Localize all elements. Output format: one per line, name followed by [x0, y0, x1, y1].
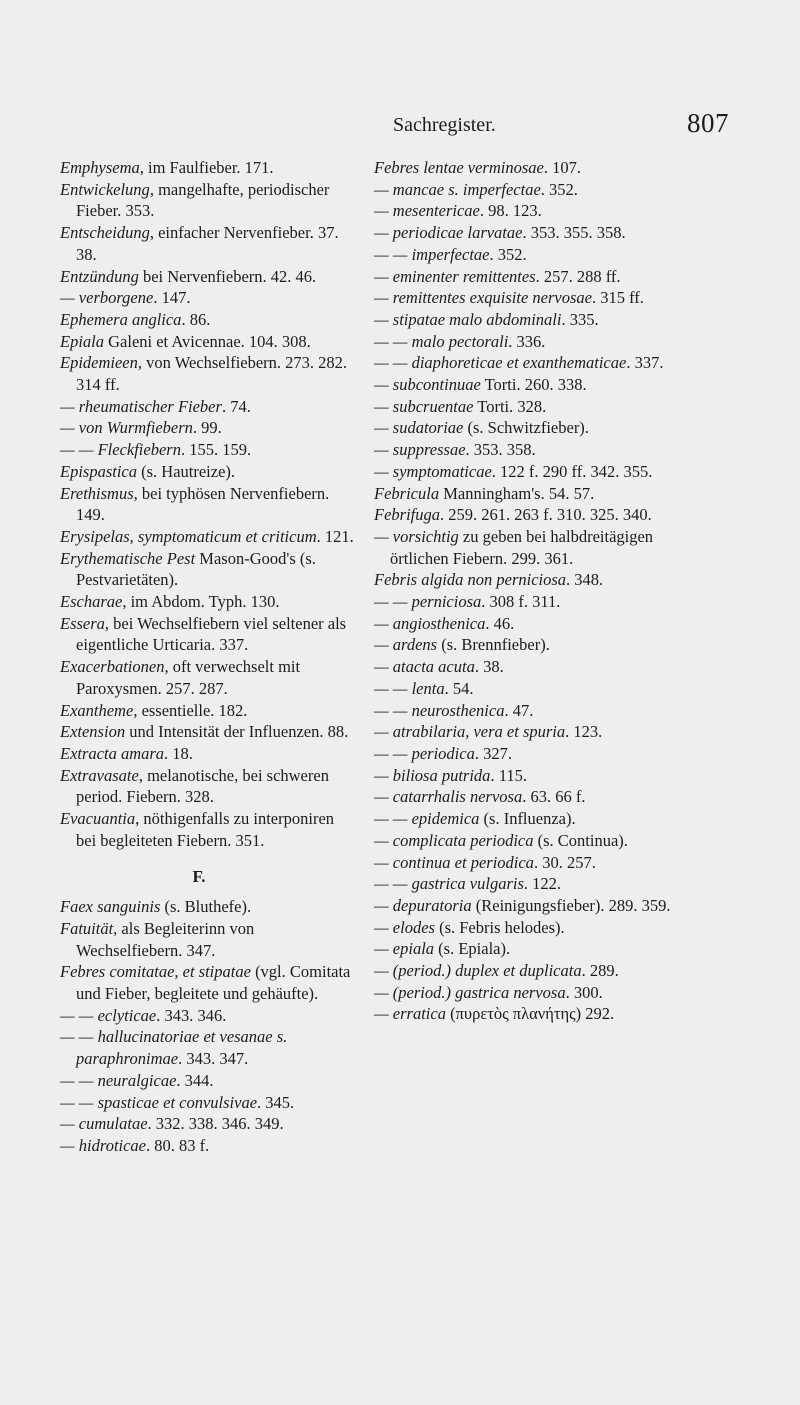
index-entry [60, 1092, 358, 1114]
entry-references: . 18. [164, 743, 193, 763]
entry-references: . 147. [153, 288, 191, 308]
index-entry [374, 200, 706, 222]
entry-references: . 337. [626, 353, 664, 373]
left-column [60, 157, 358, 1157]
index-entry [60, 918, 358, 961]
entry-headword: Escharae [60, 592, 123, 612]
index-entry [60, 656, 358, 699]
running-title: Sachregister. [393, 114, 496, 136]
entry-references: . 155. 159. [180, 440, 252, 460]
index-entry [374, 960, 706, 982]
entry-headword: Entwickelung [60, 179, 150, 199]
index-entry [374, 222, 706, 244]
entry-headword: Extension [60, 722, 126, 742]
entry-references: . 47. [504, 700, 534, 720]
index-entry [60, 1005, 358, 1027]
entry-references: , von Wechselfiebern. 273. 282. 314 ff. [76, 353, 348, 395]
index-entry [374, 917, 706, 939]
index-entry [374, 852, 706, 874]
entry-references: , im Faulfieber. 171. [139, 158, 274, 177]
entry-headword: — von Wurmfiebern [60, 418, 193, 438]
entry-headword: Febres comitatae, et stipatae [60, 962, 251, 982]
entry-references: , bei Wechselfiebern viel seltener als eigentliche Urticaria. 337. [76, 613, 347, 655]
index-entry [374, 765, 706, 787]
index-entry [60, 396, 358, 418]
entry-headword: Evacuantia [60, 809, 136, 829]
entry-headword: — erratica [374, 1004, 446, 1024]
index-entry [60, 613, 358, 656]
entry-references: . 327. [474, 743, 512, 763]
index-entry [374, 678, 706, 700]
index-entry [374, 873, 706, 895]
entry-headword: — elodes [374, 917, 435, 937]
entry-references: . 99. [192, 418, 222, 438]
entry-references: , mangelhafte, periodischer Fieber. 353. [76, 179, 330, 221]
entry-references: . 98. 123. [479, 201, 542, 221]
index-entry [60, 439, 358, 461]
index-entry [60, 591, 358, 613]
index-entry [374, 634, 706, 656]
index-entry [374, 287, 706, 309]
index-entry [374, 938, 706, 960]
entry-references: (s. Febris helodes). [434, 917, 565, 937]
entry-references: . 352. [540, 179, 578, 199]
entry-references: , melanotische, bei schweren period. Fiebern. 328. [76, 765, 329, 807]
index-entry [374, 244, 706, 266]
right-column [374, 157, 706, 1025]
entry-headword: Erethismus [60, 483, 134, 503]
entry-headword: — subcruentae [374, 396, 474, 416]
entry-headword: — epiala [374, 939, 435, 959]
entry-headword: — remittentes exquisite nervosae [374, 288, 592, 308]
entry-references: . 289. [581, 961, 619, 981]
entry-headword: Febrifuga [374, 505, 440, 525]
entry-references: (πυρετὸς πλανήτης) 292. [445, 1004, 615, 1024]
index-entry [374, 700, 706, 722]
entry-references: (s. Bluthefe). [160, 897, 252, 917]
index-entry [60, 352, 358, 395]
index-entry [374, 179, 706, 201]
entry-headword: Emphysema [60, 158, 140, 177]
index-entry [374, 808, 706, 830]
entry-references: , als Begleiterinn von Wechselfiebern. 347. [76, 918, 255, 960]
entry-headword: — — epidemica [374, 809, 480, 829]
entry-references: . 54. [444, 678, 474, 698]
index-entry [374, 483, 706, 505]
entry-headword: — mesentericae [374, 201, 480, 221]
entry-references: (s. Continua). [533, 830, 628, 850]
entry-headword: — continua et periodica [374, 852, 534, 872]
entry-headword: — — eclyticae [60, 1005, 157, 1025]
entry-headword: — eminenter remittentes [374, 266, 536, 286]
entry-references: , im Abdom. Typh. 130. [122, 592, 280, 612]
entry-references: . 336. [508, 331, 546, 351]
entry-references: . 257. 288 ff. [535, 266, 621, 286]
index-entry [374, 721, 706, 743]
entry-headword: — atrabilaria, vera et spuria [374, 722, 566, 742]
entry-references: . 332. 338. 346. 349. [147, 1114, 284, 1134]
entry-references: . 86. [181, 309, 211, 329]
entries-f [60, 896, 358, 1156]
index-entry [60, 808, 358, 851]
entry-references: . 115. [490, 765, 527, 785]
index-entry [374, 417, 706, 439]
entry-headword: Essera [60, 613, 105, 633]
entry-headword: Extravasate [60, 765, 139, 785]
index-entry [60, 1026, 358, 1069]
entry-headword: — — neuralgicae [60, 1070, 177, 1090]
entry-headword: Epiala [60, 331, 104, 351]
entry-headword: Exacerbationen [60, 657, 165, 677]
entry-headword: Entscheidung [60, 223, 150, 243]
entry-references: . 123. [565, 722, 603, 742]
page-number: 807 [687, 108, 729, 138]
entry-headword: — ardens [374, 635, 438, 655]
index-entry [60, 222, 358, 265]
entry-references: . 30. 257. [533, 852, 596, 872]
entry-headword: — sudatoriae [374, 418, 464, 438]
entry-references: . 80. 83 f. [146, 1135, 210, 1155]
entry-references: Mason-Good's (s. Pestvarietäten). [76, 548, 316, 590]
index-entry [374, 374, 706, 396]
index-entry [374, 743, 706, 765]
index-entry [374, 439, 706, 461]
entry-headword: — — hallucinatoriae et vesanae s. paraphronimae [60, 1027, 288, 1069]
index-entry [374, 656, 706, 678]
entry-references: . 121. [316, 526, 354, 546]
entry-references: . 343. 347. [178, 1049, 249, 1069]
entry-references: Manningham's. 54. 57. [439, 483, 595, 503]
entry-references: bei Nervenfiebern. 42. 46. [138, 266, 317, 286]
entry-references: Galeni et Avicennae. 104. 308. [104, 331, 311, 351]
entry-headword: — hidroticae [60, 1135, 147, 1155]
entry-references: (s. Influenza). [479, 809, 576, 829]
entry-headword: Erysipelas, symptomaticum et criticum [60, 526, 317, 546]
entry-headword: Febris algida non perniciosa [374, 570, 567, 590]
section-letter-f: F. [192, 866, 206, 886]
entry-headword: Epispastica [60, 461, 137, 481]
index-entry [60, 483, 358, 526]
index-entry [60, 287, 358, 309]
entry-references: . 122. [523, 874, 562, 894]
entry-references: . 348. [566, 570, 604, 590]
entry-headword: — mancae s. imperfectae [374, 179, 541, 199]
entry-references: . 353. 358. [465, 440, 536, 460]
entry-headword: — angiosthenica [374, 613, 486, 633]
entry-references: , nöthigenfalls zu interponiren bei begleiteten Fiebern. 351. [76, 809, 335, 850]
page-header [0, 108, 800, 142]
index-entry [374, 786, 706, 808]
index-entry [60, 331, 358, 353]
entry-headword: Extracta amara [60, 743, 165, 763]
index-entry [60, 157, 358, 179]
entry-headword: — — perniciosa [374, 592, 482, 612]
entry-headword: — complicata periodica [374, 830, 534, 850]
index-entry [374, 157, 706, 179]
entry-headword: — — Fleckfiebern [60, 440, 181, 460]
entry-headword: — — imperfectae [374, 244, 490, 264]
entry-references: , oft verwechselt mit Paroxysmen. 257. 287. [76, 657, 301, 698]
entry-references: . 352. [489, 244, 527, 264]
entry-references: . 300. [565, 982, 603, 1002]
entry-headword: — (period.) gastrica nervosa [374, 982, 566, 1002]
index-entry [60, 266, 358, 288]
index-entry [60, 721, 358, 743]
entry-references: . 335. [561, 309, 599, 329]
entry-references: und Intensität der Influenzen. 88. [125, 722, 349, 742]
index-entry [374, 1003, 706, 1025]
entry-references: . 315 ff. [591, 288, 644, 308]
entries-e [60, 157, 358, 852]
entry-references: , essentielle. 182. [133, 700, 248, 720]
entry-headword: Fatuität [60, 918, 114, 938]
entry-references: . 353. 355. 358. [522, 223, 626, 243]
index-entry [60, 309, 358, 331]
entry-references: (Reinigungsfieber). 289. 359. [471, 895, 671, 915]
index-entry [60, 548, 358, 591]
index-entry [374, 982, 706, 1004]
entry-references: . 308 f. 311. [481, 592, 561, 612]
entry-references: , einfacher Nervenfieber. 37. 38. [76, 223, 339, 264]
index-entry [374, 266, 706, 288]
entry-headword: — catarrhalis nervosa [374, 787, 523, 807]
entry-references: . 74. [221, 396, 251, 416]
entry-headword: — symptomaticae [374, 461, 492, 481]
entry-headword: Entzündung [60, 266, 139, 286]
entry-headword: Febricula [374, 483, 440, 503]
entry-headword: — depuratoria [374, 895, 472, 915]
entry-references: . 259. 261. 263 f. 310. 325. 340. [440, 505, 652, 525]
entry-references: . 122 f. 290 ff. 342. 355. [491, 461, 653, 481]
entry-references: . 107. [543, 158, 581, 177]
entry-headword: Epidemieen [60, 353, 138, 373]
index-entry [374, 569, 706, 591]
entry-headword: — vorsichtig [374, 526, 459, 546]
entry-headword: — — diaphoreticae et exanthematicae [374, 353, 627, 373]
index-entry [374, 461, 706, 483]
entry-references: zu geben bei halbdreitägigen örtlichen Fiebern. 299. 361. [390, 526, 654, 568]
entry-headword: Ephemera anglica [60, 309, 182, 329]
entry-headword: — — malo pectorali [374, 331, 509, 351]
entry-headword: — periodicae larvatae [374, 223, 523, 243]
entry-headword: Exantheme [60, 700, 134, 720]
entry-headword: — suppressae [374, 440, 466, 460]
index-entry [374, 895, 706, 917]
index-entry [60, 1070, 358, 1092]
index-entry [60, 765, 358, 808]
entry-headword: — atacta acuta [374, 657, 475, 677]
entry-headword: — stipatae malo abdominali [374, 309, 562, 329]
entry-headword: Faex sanguinis [60, 897, 161, 917]
index-entry [60, 179, 358, 222]
entry-references: . 343. 346. [156, 1005, 227, 1025]
entry-references: (vgl. Comitata und Fieber, begleitete und gehäufte). [76, 962, 351, 1004]
entry-headword: — — lenta [374, 678, 445, 698]
entry-headword: Febres lentae verminosae [374, 158, 544, 177]
index-entry [60, 526, 358, 548]
entry-references: Torti. 328. [473, 396, 547, 416]
index-entry [60, 700, 358, 722]
entry-references: (s. Epiala). [434, 939, 511, 959]
entry-references: (s. Brennfieber). [437, 635, 550, 655]
index-entry [374, 331, 706, 353]
entry-headword: — (period.) duplex et duplicata [374, 961, 582, 981]
index-entry [374, 352, 706, 374]
index-entry [374, 613, 706, 635]
entry-references: . 38. [474, 657, 504, 677]
entry-headword: Erythematische Pest [60, 548, 196, 568]
index-entry [60, 417, 358, 439]
entry-headword: — rheumatischer Fieber [60, 396, 222, 416]
entry-references: . 345. [257, 1092, 295, 1112]
entry-headword: — — neurosthenica [374, 700, 505, 720]
entry-references: (s. Schwitzfieber). [463, 418, 589, 438]
entry-headword: — biliosa putrida [374, 765, 491, 785]
index-entry [374, 526, 706, 569]
index-entry [374, 309, 706, 331]
entry-headword: — verborgene [60, 288, 154, 308]
index-entry [374, 396, 706, 418]
entry-references: , bei typhösen Nervenfiebern. 149. [76, 483, 330, 525]
index-entry [374, 591, 706, 613]
index-entry [60, 743, 358, 765]
entries-febris [374, 157, 706, 1025]
entry-references: Torti. 260. 338. [480, 375, 587, 395]
index-entry [60, 896, 358, 918]
index-entry [60, 461, 358, 483]
entry-headword: — subcontinuae [374, 375, 481, 395]
entry-headword: — cumulatae [60, 1114, 148, 1134]
index-entry [60, 961, 358, 1004]
entry-references: . 46. [485, 613, 515, 633]
entry-headword: — — spasticae et convulsivae [60, 1092, 258, 1112]
entry-references: . 63. 66 f. [522, 787, 586, 807]
entry-headword: — — gastrica vulgaris [374, 874, 524, 894]
entry-headword: — — periodica [374, 743, 475, 763]
entry-references: (s. Hautreize). [137, 461, 236, 481]
index-entry [60, 1113, 358, 1135]
index-entry [374, 504, 706, 526]
index-entry [60, 1135, 358, 1157]
entry-references: . 344. [176, 1070, 214, 1090]
index-entry [374, 830, 706, 852]
